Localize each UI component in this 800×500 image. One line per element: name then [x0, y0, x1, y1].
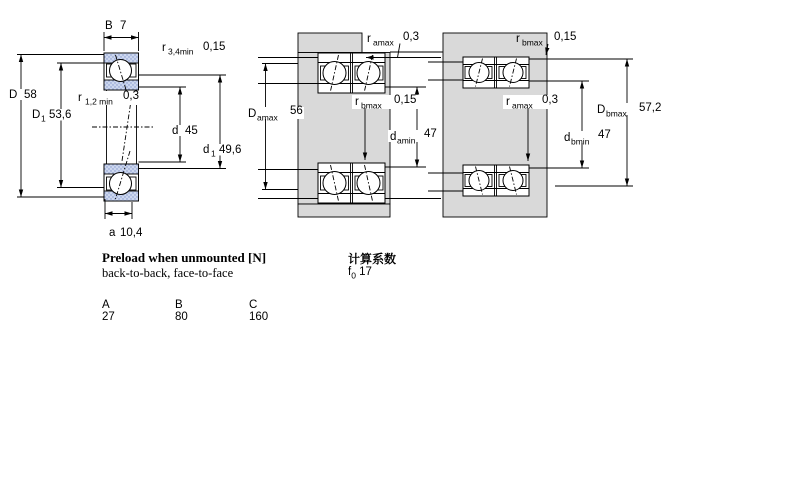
dim-label-sub: bmax	[522, 37, 543, 48]
bearing-pair-bottom	[318, 163, 385, 203]
f0-factor	[348, 266, 372, 280]
dim-label-value: 0,15	[394, 94, 417, 106]
dim-D1	[29, 63, 104, 188]
dim-label-value: 0,3	[542, 94, 558, 106]
dim-label-sub: bmin	[571, 136, 590, 147]
dim-label-sub: amax	[512, 100, 533, 111]
dim-label-sub: amax	[257, 112, 278, 123]
dim-label-main: r	[355, 96, 359, 108]
preload-title: Preload when unmounted [N]	[102, 250, 267, 265]
dim-label-sub: 1,2 min	[85, 96, 113, 107]
dim-label-value: 47	[424, 128, 437, 140]
arrangement-back-to-back	[245, 31, 443, 217]
dim-a	[105, 199, 143, 239]
bearing-bottom-half	[104, 151, 139, 201]
dim-d1	[139, 75, 245, 169]
dim-label-value: 10,4	[120, 227, 143, 239]
dim-label-main: D	[32, 109, 41, 121]
arrangement-face-to-face	[428, 31, 661, 217]
dim-label-main: r	[78, 92, 82, 104]
dim-label-sub: 1	[211, 148, 216, 159]
dim-label-value: 53,6	[49, 109, 72, 121]
preload-value-C: 160	[249, 311, 269, 323]
dim-label-value: 0,15	[554, 31, 577, 43]
dim-label-value: 57,2	[639, 102, 662, 114]
f0-symbol: f	[348, 266, 352, 278]
dim-Dbmax	[529, 59, 661, 186]
dim-label-value: 0,3	[123, 90, 139, 102]
f0-subscript: 0	[351, 270, 356, 281]
dim-label-main: d	[390, 131, 397, 143]
dim-B	[104, 20, 139, 51]
preload-class-header-B: B	[175, 299, 183, 311]
dim-label-sub: 3,4min	[168, 46, 194, 57]
shaft-step-section	[298, 33, 362, 53]
dim-label-sub: amin	[397, 135, 416, 146]
dim-label-main: D	[9, 89, 18, 101]
preload-value-B: 80	[175, 311, 188, 323]
dim-label-sub: amax	[373, 37, 394, 48]
bearing-pair-top	[318, 53, 385, 93]
dim-label-sub: bmax	[361, 100, 382, 111]
bearing-pair-top	[463, 57, 529, 88]
dim-label-value: 0,3	[403, 31, 419, 43]
dim-label-main: D	[597, 104, 606, 116]
dim-label-main: d	[203, 144, 210, 156]
dim-label-main: d	[564, 132, 571, 144]
single-bearing-cross-section	[6, 20, 244, 239]
preload-class-header-A: A	[102, 299, 110, 311]
dim-label-value: 0,15	[203, 41, 226, 53]
dim-label-main: r	[516, 33, 520, 45]
dim-label-main: a	[109, 227, 116, 239]
dim-label-value: 7	[120, 20, 127, 32]
dim-label-sub: 1	[41, 113, 46, 124]
dim-r34	[162, 41, 225, 57]
dim-label-value: 49,6	[219, 144, 242, 156]
dim-Damax	[245, 64, 304, 190]
preload-subtitle: back-to-back, face-to-face	[102, 266, 234, 280]
dim-label-main: r	[506, 96, 510, 108]
dim-label-value: 56	[290, 105, 303, 117]
dim-d	[139, 87, 201, 162]
dim-label-value: 58	[24, 89, 37, 101]
dim-label-value: 45	[185, 125, 198, 137]
dim-label-value: 47	[598, 129, 611, 141]
dim-label-sub: bmax	[606, 108, 627, 119]
preload-value-A: 27	[102, 311, 115, 323]
dim-D	[6, 55, 104, 198]
shaft-step-section	[298, 204, 390, 217]
calculation-factors-title: 计算系数	[348, 252, 397, 266]
ball	[110, 60, 132, 82]
dim-label-main: B	[105, 20, 113, 32]
dim-label-main: d	[172, 125, 179, 137]
dim-r12	[75, 90, 142, 107]
dim-label-main: r	[367, 33, 371, 45]
bearing-pair-bottom	[463, 165, 529, 196]
preload-class-header-C: C	[249, 299, 258, 311]
dim-label-main: r	[162, 42, 166, 54]
f0-value: 17	[359, 266, 372, 278]
dim-label-main: D	[248, 108, 257, 120]
